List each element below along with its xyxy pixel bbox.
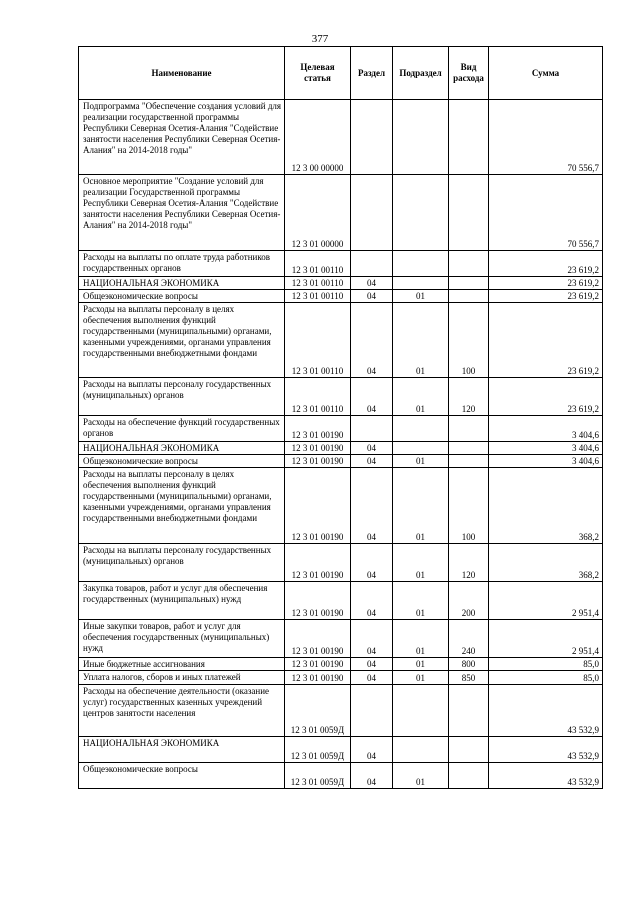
- name-cell: Иные закупки товаров, работ и услуг для обеспечения государственных (муниципальных) нужд: [79, 620, 285, 658]
- subsection-cell: 01: [393, 763, 449, 789]
- name-cell: НАЦИОНАЛЬНАЯ ЭКОНОМИКА: [79, 442, 285, 455]
- name-cell: Общеэкономические вопросы: [79, 763, 285, 789]
- article-cell: 12 3 01 00110: [285, 303, 351, 378]
- budget-table: [78, 46, 603, 789]
- name-cell: НАЦИОНАЛЬНАЯ ЭКОНОМИКА: [79, 737, 285, 763]
- table-row: [79, 658, 603, 671]
- subsection-cell: [393, 442, 449, 455]
- article-cell: 12 3 01 00000: [285, 175, 351, 251]
- name-cell: Общеэкономические вопросы: [79, 455, 285, 468]
- table-row: [79, 544, 603, 582]
- sum-cell: 43 532,9: [489, 737, 603, 763]
- page-number: 377: [311, 33, 329, 45]
- header-expense-type: Вид расхода: [449, 47, 489, 100]
- expense-type-cell: [449, 442, 489, 455]
- subsection-cell: 01: [393, 620, 449, 658]
- expense-type-cell: [449, 100, 489, 175]
- subsection-cell: [393, 737, 449, 763]
- table-row: [79, 468, 603, 544]
- subsection-cell: 01: [393, 290, 449, 303]
- subsection-cell: 01: [393, 455, 449, 468]
- expense-type-cell: 800: [449, 658, 489, 671]
- article-cell: 12 3 01 0059Д: [285, 737, 351, 763]
- table-row: [79, 671, 603, 685]
- article-cell: 12 3 01 00110: [285, 251, 351, 277]
- header-article: Целевая статья: [285, 47, 351, 100]
- name-cell: Расходы на выплаты по оплате труда работников государственных органов: [79, 251, 285, 277]
- header-subsection: Подраздел: [393, 47, 449, 100]
- article-cell: 12 3 01 00190: [285, 544, 351, 582]
- sum-cell: 2 951,4: [489, 582, 603, 620]
- expense-type-cell: [449, 290, 489, 303]
- sum-cell: 85,0: [489, 671, 603, 685]
- sum-cell: 43 532,9: [489, 763, 603, 789]
- sum-cell: 368,2: [489, 544, 603, 582]
- section-cell: 04: [351, 442, 393, 455]
- table-row: [79, 175, 603, 251]
- expense-type-cell: 200: [449, 582, 489, 620]
- name-cell: Расходы на выплаты персоналу в целях обеспечения выполнения функций государственными (муниципальными) органами, казенными учреждениями, органами управления государственными внебюджетными фондами: [79, 303, 285, 378]
- article-cell: 12 3 01 00110: [285, 378, 351, 416]
- article-cell: 12 3 01 00190: [285, 416, 351, 442]
- subsection-cell: 01: [393, 658, 449, 671]
- section-cell: 04: [351, 671, 393, 685]
- expense-type-cell: [449, 455, 489, 468]
- sum-cell: 3 404,6: [489, 455, 603, 468]
- article-cell: 12 3 01 0059Д: [285, 685, 351, 737]
- sum-cell: 43 532,9: [489, 685, 603, 737]
- section-cell: [351, 685, 393, 737]
- table-row: [79, 290, 603, 303]
- section-cell: 04: [351, 468, 393, 544]
- name-cell: Расходы на обеспечение функций государственных органов: [79, 416, 285, 442]
- expense-type-cell: [449, 175, 489, 251]
- section-cell: 04: [351, 277, 393, 290]
- expense-type-cell: 100: [449, 303, 489, 378]
- section-cell: [351, 416, 393, 442]
- name-cell: Расходы на обеспечение деятельности (оказание услуг) государственных казенных учреждений центров занятости населения: [79, 685, 285, 737]
- subsection-cell: 01: [393, 378, 449, 416]
- table-row: [79, 100, 603, 175]
- sum-cell: 23 619,2: [489, 251, 603, 277]
- article-cell: 12 3 01 00190: [285, 658, 351, 671]
- section-cell: 04: [351, 737, 393, 763]
- expense-type-cell: [449, 416, 489, 442]
- name-cell: Расходы на выплаты персоналу государственных (муниципальных) органов: [79, 378, 285, 416]
- article-cell: 12 3 01 00190: [285, 442, 351, 455]
- subsection-cell: 01: [393, 671, 449, 685]
- section-cell: [351, 251, 393, 277]
- expense-type-cell: [449, 763, 489, 789]
- expense-type-cell: [449, 685, 489, 737]
- section-cell: 04: [351, 455, 393, 468]
- article-cell: 12 3 01 00190: [285, 455, 351, 468]
- table-row: [79, 277, 603, 290]
- subsection-cell: [393, 416, 449, 442]
- expense-type-cell: [449, 251, 489, 277]
- section-cell: [351, 175, 393, 251]
- section-cell: 04: [351, 303, 393, 378]
- section-cell: 04: [351, 582, 393, 620]
- header-name: Наименование: [79, 47, 285, 100]
- section-cell: [351, 100, 393, 175]
- section-cell: 04: [351, 620, 393, 658]
- expense-type-cell: 120: [449, 544, 489, 582]
- table-row: [79, 416, 603, 442]
- expense-type-cell: 850: [449, 671, 489, 685]
- table-row: [79, 737, 603, 763]
- name-cell: Закупка товаров, работ и услуг для обеспечения государственных (муниципальных) нужд: [79, 582, 285, 620]
- name-cell: Общеэкономические вопросы: [79, 290, 285, 303]
- article-cell: 12 3 01 00110: [285, 277, 351, 290]
- subsection-cell: [393, 685, 449, 737]
- subsection-cell: 01: [393, 303, 449, 378]
- subsection-cell: [393, 175, 449, 251]
- subsection-cell: [393, 251, 449, 277]
- table-row: [79, 582, 603, 620]
- sum-cell: 85,0: [489, 658, 603, 671]
- article-cell: 12 3 01 00190: [285, 582, 351, 620]
- table-row: [79, 620, 603, 658]
- sum-cell: 70 556,7: [489, 100, 603, 175]
- table-header-row: [79, 47, 603, 100]
- table-body: [79, 100, 603, 789]
- table-row: [79, 303, 603, 378]
- sum-cell: 23 619,2: [489, 378, 603, 416]
- section-cell: 04: [351, 290, 393, 303]
- sum-cell: 23 619,2: [489, 277, 603, 290]
- section-cell: 04: [351, 658, 393, 671]
- name-cell: Расходы на выплаты персоналу в целях обеспечения выполнения функций государственными (муниципальными) органами, казенными учреждениями, органами управления государственными внебюджетными фондами: [79, 468, 285, 544]
- section-cell: 04: [351, 544, 393, 582]
- article-cell: 12 3 01 00190: [285, 620, 351, 658]
- expense-type-cell: 120: [449, 378, 489, 416]
- expense-type-cell: [449, 277, 489, 290]
- name-cell: Расходы на выплаты персоналу государственных (муниципальных) органов: [79, 544, 285, 582]
- subsection-cell: [393, 100, 449, 175]
- expense-type-cell: 240: [449, 620, 489, 658]
- expense-type-cell: 100: [449, 468, 489, 544]
- table-row: [79, 763, 603, 789]
- sum-cell: 70 556,7: [489, 175, 603, 251]
- table-row: [79, 685, 603, 737]
- section-cell: 04: [351, 763, 393, 789]
- name-cell: НАЦИОНАЛЬНАЯ ЭКОНОМИКА: [79, 277, 285, 290]
- expense-type-cell: [449, 737, 489, 763]
- name-cell: Основное мероприятие "Создание условий для реализации Государственной программы Республики Северная Осетия-Алания "Содействие занятости населения Республики Северная Осетия-Алания" на 2014-2018 годы": [79, 175, 285, 251]
- sum-cell: 23 619,2: [489, 290, 603, 303]
- section-cell: 04: [351, 378, 393, 416]
- header-section: Раздел: [351, 47, 393, 100]
- sum-cell: 2 951,4: [489, 620, 603, 658]
- name-cell: Подпрограмма "Обеспечение создания условий для реализации государственной программы Республики Северная Осетия-Алания "Содействие занятости населения Республики Северная Осетия-Алания" на 2014-2018 годы": [79, 100, 285, 175]
- name-cell: Иные бюджетные ассигнования: [79, 658, 285, 671]
- subsection-cell: 01: [393, 544, 449, 582]
- sum-cell: 3 404,6: [489, 416, 603, 442]
- name-cell: Уплата налогов, сборов и иных платежей: [79, 671, 285, 685]
- article-cell: 12 3 01 00110: [285, 290, 351, 303]
- table-row: [79, 442, 603, 455]
- table-row: [79, 378, 603, 416]
- header-sum: Сумма: [489, 47, 603, 100]
- table-row: [79, 455, 603, 468]
- article-cell: 12 3 01 00190: [285, 468, 351, 544]
- article-cell: 12 3 00 00000: [285, 100, 351, 175]
- table-row: [79, 251, 603, 277]
- article-cell: 12 3 01 00190: [285, 671, 351, 685]
- sum-cell: 368,2: [489, 468, 603, 544]
- sum-cell: 3 404,6: [489, 442, 603, 455]
- subsection-cell: 01: [393, 468, 449, 544]
- sum-cell: 23 619,2: [489, 303, 603, 378]
- article-cell: 12 3 01 0059Д: [285, 763, 351, 789]
- subsection-cell: [393, 277, 449, 290]
- subsection-cell: 01: [393, 582, 449, 620]
